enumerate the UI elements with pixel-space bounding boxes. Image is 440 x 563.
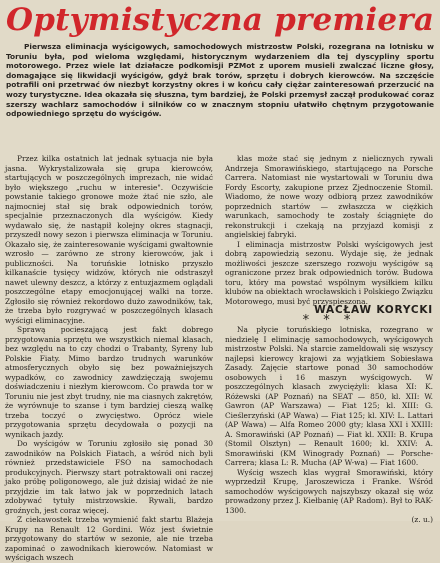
headline: Optymistyczna premiera bbox=[6, 2, 435, 38]
left-column bbox=[5, 154, 213, 563]
left-paragraph: Sprawą pocieszającą jest fakt dobrego przygotowania sprzętu we wszystkich niemal klasach, bez względu na to czy chodzi o Trabanty, Syreny lub Polskie Fiaty. Mimo bardzo trudnych warunków atmosferycznych obyło się bez poważniejszych wypadków, co zawodnicy zawdzięczają swojemu doświadczeniu i niezłym kierowcom. Co prawda tor w Toruniu nie jest zbyt trudny, nie ma ciasnych zakrętów, że wyrównuje to szanse i tym bardziej cieszą walkę trzeba toczyć o zwycięstwo. Oprócz wiele przygotowania sprzętu decydowała o pozycji na wynikach jazdy. bbox=[5, 325, 213, 439]
signature: (z. u.) bbox=[411, 515, 433, 524]
lead-paragraph: Pierwsza eliminacja wyścigowych, samochodowych mistrzostw Polski, rozegrana na lotnisku w Toruniu była, pod wieloma względami, historycznym wydarzeniem dla tej dyscypliny sportu motorowego. Przez wiele lat działacze podkomisji PZMot z uporem musieli zwalczać liczne głosy, domagające się likwidacji wyścigów, gdyż brak torów, sprzętu i dobrych kierowców. Na szczęście potrafili oni przetrwać ów niezbyt korzystny okres i w końcu cały ciężar zainteresowań przerzucić na wozy turystyczne. Idea okazała się słuszna, tym bardziej, że Polski przemysł zaczął produkować coraz szerszy wachlarz samochodów i silników co w znacznym stopniu ułatwiło chętnym przygotowanie odpowiedniego sprzętu do wyścigów. bbox=[6, 42, 434, 119]
right-paragraph: I eliminacja mistrzostw Polski wyścigowych jest dobrą zapowiedzią sezonu. Wydaje się, że jednak możliwości jeszcze szerszego rozwoju wyścigów są ograniczone przez brak odpowiednich torów. Budowa toru, który ma powstać wspólnym wysiłkiem kilku klubów na obiektach wrocławskich i Polskiego Związku Motorowego, musi być przyspieszona. bbox=[225, 239, 433, 306]
left-paragraph: Do wyścigów w Toruniu zgłosiło się ponad 30 zawodników na Polskich Fiatach, a wśród nich byli również przedstawiciele FSO na samochodach produkcyjnych. Pierwszy start potraktowali oni raczej jako próbę poligonowego, ale już dzisiaj widać że nie przyjdzie im tak łatwo jak w poprzednich latach zdobywać tytuły mistrzowskie. Rywali, bardzo groźnych, jest coraz więcej. bbox=[5, 439, 213, 515]
author-byline: WACŁAW KORYCKI bbox=[314, 304, 433, 316]
right-column bbox=[225, 154, 433, 525]
left-paragraph: Z ciekawostek trzeba wymienić fakt startu Blażeja Krupy na Renault 12 Gordini. Wóz jest świetnie przygotowany do startów w sezonie, ale nie trzeba zapominać o zawodnikach kierowców. Natomiast w wyścigach wszech bbox=[5, 515, 213, 562]
section-divider-stars: * * * bbox=[302, 312, 356, 328]
results-paragraph: Na płycie toruńskiego lotniska, rozegrano w niedzielę I eliminację samochodowych, wyścigowych mistrzostw Polski. Na starcie zameldowali się wszyscy najlepsi kierowcy krajowi za wyjątkiem Sobiesława Zasady. Zajęcie startowe ponad 30 samochodów osobowych i 16 maszyn wyścigowych. W poszczególnych klasach zwyciężyli: klasa XI: K. Różewski (AP Poznań) na SEAT — 850, kl. XII: W. Gawron (AP Warszawa) — Fiat 125; kl. XIII: G. Cieślerzyński (AP Wawa) — Fiat 125; kl. XIV: L. Lattari (AP Wawa) — Alfa Romeo 2000 gty; klasa XXI i XXIII: A. Smorawiński (AP Poznań) — Fiat kl. XXII: B. Krupa (Stomil Olsztyn) — Renault 1600; kl. XXIV: A. Smorawiński (KM Winogrady Poznań) — Porsche-Carrera; klasa L: R. Mucha (AP W-wa) — Fiat 1600. bbox=[225, 325, 433, 467]
left-paragraph: Przez kilka ostatnich lat jednak sytuacja nie była jasna. Wykrystalizowała się grupa kierowców, startujących w poszczególnych imprezach, nie widać było większego „ruchu w interesie". Oczywiście powstanie takiego gronowe może żtać nie szło, ale najmocniej stał się brak odpowiednich torów, specjalnie przeznaczonych dla wyścigów. Kiedy wydawało się, że nastąpił kolejny okres stagnacji, przyszedł nowy sezon i pierwsza eliminacja w Toruniu. Okazało się, że zainteresowanie wyścigami gwałtownie wzrosło — zarówno ze strony kierowców, jak i publiczności. Na toruńskie lotnisko przyszło kilkanaście tysięcy widzów, których nie odstraszył nawet ulewny deszcz, a którzy z entuzjazmem oglądali poszczególne etapy emocjonującej walki na torze. Zgłosiło się również rekordowo dużo zawodników, tak, że trzeba było rozgrywać w poszczególnych klasach wyścigi eliminacyjne. bbox=[5, 154, 213, 325]
results-paragraph: Wyścig wszech klas wygrał Smorawiński, który wyprzedził Krupę, Jaroszewicza i Franke. Wśród samochodów wyścigowych najszybszy okazał się wóz prowadzony przez J. Kiełbanię (AP Radom). Był to RAK-1300. bbox=[225, 467, 433, 515]
right-paragraph: klas może stać się jednym z nielicznych rywali Andrzeja Smorawińskiego, startującego na Porsche Carrera. Natomiast nie wystartowali w Toruniu dwa Fordy Escorty, zakupione przez Zjednoczenie Stomil. Wiadomo, że nowe wozy odbiorą przez zawodników poprzednich startów — zwłaszcza w ciężkich warunkach, samochody te zostały ściągnięte do rekonstrukcji i czekają na przyjazd komisji z angielskiej fabryki. bbox=[225, 154, 433, 239]
